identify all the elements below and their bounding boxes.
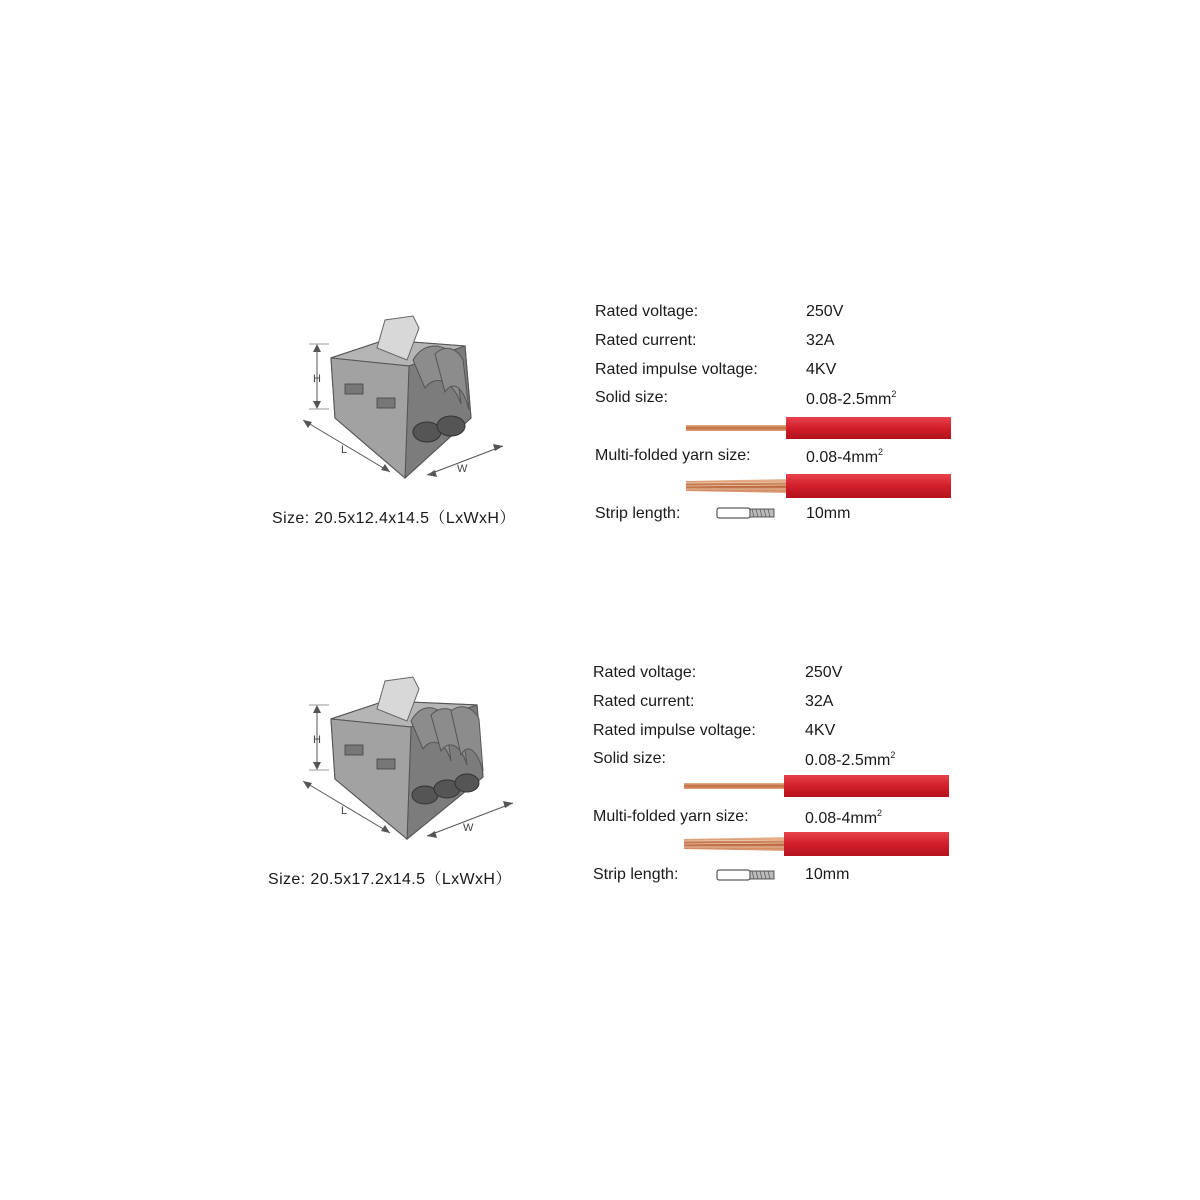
size-caption: Size: 20.5x17.2x14.5（LxWxH） <box>268 871 512 888</box>
solid-wire-icon <box>686 417 951 439</box>
rated-current-label: Rated current: <box>595 332 697 349</box>
strip-length-value: 10mm <box>805 866 850 883</box>
size-caption: Size: 20.5x12.4x14.5（LxWxH） <box>272 510 516 527</box>
solid-wire-icon <box>684 775 949 797</box>
impulse-voltage-label: Rated impulse voltage: <box>595 361 758 378</box>
multi-yarn-size-value: $0.08-4mm^2$ <box>806 447 884 466</box>
strip-length-icon <box>716 868 776 882</box>
stranded-wire-icon <box>684 831 949 857</box>
rated-voltage-value: 250V <box>805 664 843 681</box>
rated-current-label: Rated current: <box>593 693 695 710</box>
connector-drawing-icon <box>285 300 525 490</box>
strip-length-label: Strip length: <box>593 866 679 883</box>
width-dim-label: W <box>463 822 474 834</box>
strip-length-value: 10mm <box>806 505 851 522</box>
multi-yarn-size-value: $0.08-4mm^2$ <box>805 808 883 827</box>
height-dim-label: H <box>313 734 321 746</box>
connector-drawing-icon <box>285 661 525 851</box>
rated-current-value: 32A <box>806 332 835 349</box>
spec-block-2 <box>0 651 1200 971</box>
spec-block-1 <box>0 290 1200 610</box>
multi-yarn-size-label: Multi-folded yarn size: <box>593 808 749 825</box>
solid-size-value: $0.08-2.5mm^2$ <box>805 750 896 769</box>
rated-current-value: 32A <box>805 693 834 710</box>
rated-voltage-label: Rated voltage: <box>593 664 697 681</box>
length-dim-label: L <box>341 444 348 456</box>
solid-size-value: $0.08-2.5mm^2$ <box>806 389 897 408</box>
multi-yarn-size-label: Multi-folded yarn size: <box>595 447 751 464</box>
impulse-voltage-value: 4KV <box>806 361 837 378</box>
width-dim-label: W <box>457 463 468 475</box>
impulse-voltage-value: 4KV <box>805 722 836 739</box>
length-dim-label: L <box>341 805 348 817</box>
solid-size-label: Solid size: <box>593 750 666 767</box>
rated-voltage-value: 250V <box>806 303 844 320</box>
stranded-wire-icon <box>686 473 951 499</box>
impulse-voltage-label: Rated impulse voltage: <box>593 722 756 739</box>
solid-size-label: Solid size: <box>595 389 668 406</box>
strip-length-label: Strip length: <box>595 505 681 522</box>
height-dim-label: H <box>313 373 321 385</box>
strip-length-icon <box>716 506 776 520</box>
rated-voltage-label: Rated voltage: <box>595 303 699 320</box>
